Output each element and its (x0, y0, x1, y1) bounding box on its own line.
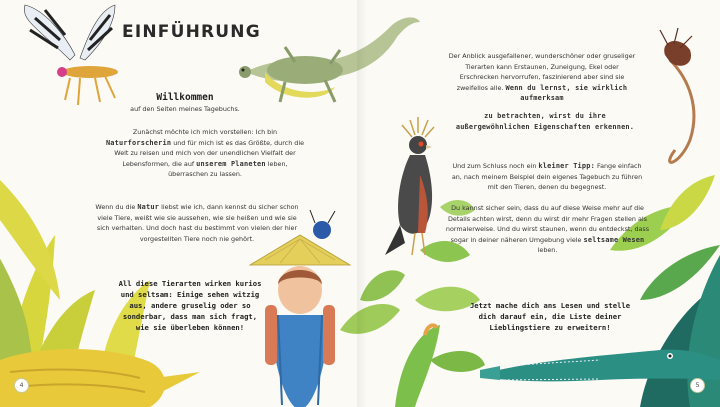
intro-text-a: Zunächst möchte ich mich vorstellen: Ich bin (132, 128, 278, 136)
nature-text-c: liebst wie ich, dann kennst du sicher schon viele Tiere, weißt wie sie aussehen, wie sie heißen und wie sie sich verhalten. Und doch hast du bestimmt von vielen der hier vorgestellten Tiere noch nie gehört. (96, 203, 299, 243)
nature-paragraph (92, 202, 302, 244)
right-intro-bold: Wenn du lernst, sie wirklich aufmerksam (505, 83, 628, 103)
intro-bold-naturforscherin: Naturforscherin (105, 138, 172, 147)
details-text-a: Du kannst sicher sein, dass du auf diese Weise mehr auf die Details achten wirst, denn du wirst dir mehr Fragen stellen als normalerweise. Und du wirst staunen, wenn du entdeckst, dass sogar in deiner näheren Umgebung viele (445, 204, 650, 244)
details-paragraph (445, 203, 650, 256)
caterpillar-icon (422, 320, 442, 340)
intro-text-c: und für mich ist es das Größte, durch die Welt zu reisen und mich von der unendlichen Vielfalt der Lebensformen, die auf (114, 138, 305, 168)
spread-gutter (357, 0, 367, 407)
nature-text-a: Wenn du die (95, 203, 138, 211)
right-intro-paragraph (447, 51, 637, 104)
welcome-subtitle: auf den Seiten meines Tagebuchs. (130, 104, 240, 113)
page-title: EINFÜHRUNG (122, 22, 261, 42)
intro-paragraph (105, 127, 305, 180)
tip-text-a: Und zum Schluss noch ein (452, 162, 539, 170)
intro-bold-planet: unserem Planeten (196, 159, 266, 168)
tip-bold: kleiner Tipp: (538, 162, 595, 170)
observe-paragraph (445, 111, 645, 132)
details-bold: seltsame Wesen (583, 235, 645, 244)
page-number-right: 5 (690, 378, 705, 393)
page-number-left: 4 (14, 378, 29, 393)
closing-paragraph: Jetzt mache dich ans Lesen und stelle dich darauf ein, die Liste deiner Lieblingstiere zu erweitern! (469, 301, 631, 332)
nature-bold: Natur (137, 203, 160, 211)
right-intro-text: Der Anblick ausgefallener, wunderschöner oder gruseliger Tierarten kann Erstaunen, Zuneigung, Ekel oder Erschrecken hervorrufen, faszinierend aber sind sie zweifellos alle. (448, 52, 636, 92)
curious-species-paragraph: All diese Tierarten wirken kurios und seltsam: Einige sehen witzig aus, andere gruselig oder so sonderbar, dass man sich fragt, wie sie überleben können! (118, 279, 262, 332)
observe-bold: zu betrachten, wirst du ihre außergewöhnlichen Eigenschaften erkennen. (455, 112, 635, 131)
welcome-title: Willkommen (156, 92, 214, 103)
details-text-c: leben. (537, 246, 558, 255)
tip-paragraph (447, 161, 647, 193)
welcome-block (90, 93, 280, 114)
intro-text-e: leben, überraschen zu lassen. (168, 159, 288, 179)
tip-text-c: Fange einfach an, nach meinem Beispiel dein eigenes Tagebuch zu führen mit den Tieren, denen du begegnest. (451, 162, 643, 192)
